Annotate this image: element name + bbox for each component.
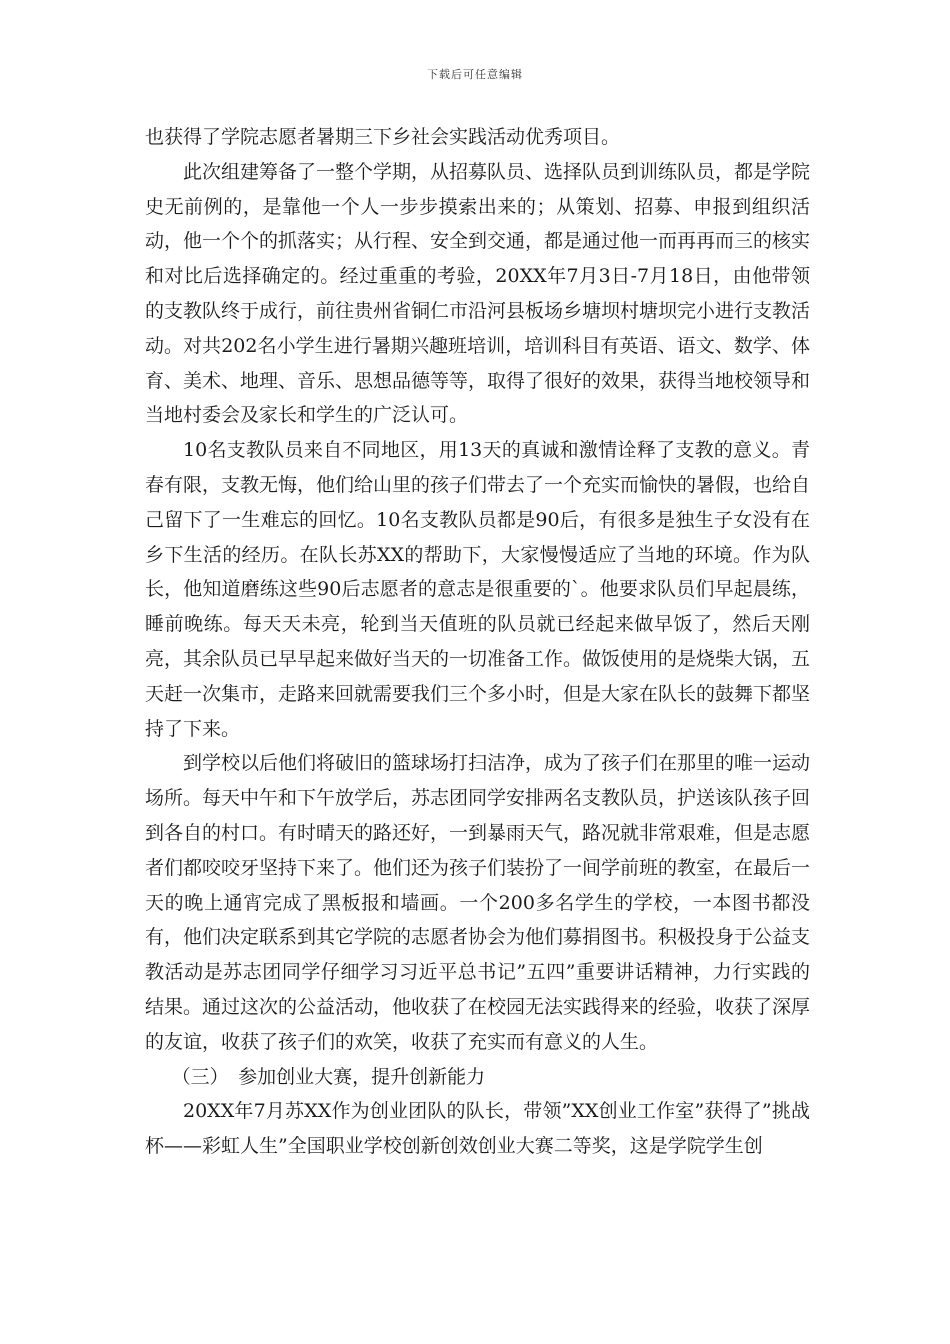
paragraph-school-activities: 到学校以后他们将破旧的篮球场打扫洁净，成为了孩子们在那里的唯一运动场所。每天中午和下午放学后，苏志团同学安排两名支教队员，护送该队孩子回到各自的村口。有时晴天的路还好，一到暴雨天气，路况就非常艰难，但是志愿者们都咬咬牙坚持下来了。他们还为孩子们装扮了一间学前班的教室，在最后一天的晚上通宵完成了黑板报和墙画。一个200多名学生的学校，一本图书都没有，他们决定联系到其它学院的志愿者协会为他们募捐图书。积极投身于公益支教活动是苏志团同学仔细学习习近平总书记”五四”重要讲话精神，力行实践的结果。通过这次的公益活动，他收获了在校园无法实践得来的经验，收获了深厚的友谊，收获了孩子们的欢笑，收获了充实而有意义的人生。 <box>145 752 811 1053</box>
paragraph-team-members: 10名支教队员来自不同地区，用13天的真诚和激情诠释了支教的意义。青春有限，支教无悔，他们给山里的孩子们带去了一个充实而愉快的暑假，也给自己留下了一生难忘的回忆。10名支教队员都是90后，有很多是独生子女没有在乡下生活的经历。在队长苏XX的帮助下，大家慢慢适应了当地的环境。作为队长，他知道磨练这些90后志愿者的意志是很重要的`。他要求队员们早起晨练，睡前晚练。每天天未亮，轮到当天值班的队员就已经起来做早饭了，然后天刚亮，其余队员已早早起来做好当天的一切准备工作。做饭使用的是烧柴大锅，五天赶一次集市，走路来回就需要我们三个多小时，但是大家在队长的鼓舞下都坚持了下来。 <box>145 439 811 740</box>
paragraph-team-preparation: 此次组建筹备了一整个学期，从招募队员、选择队员到训练队员，都是学院史无前例的，是靠他一个人一步步摸索出来的；从策划、招募、申报到组织活动，他一个个的抓落实；从行程、安全到交通，都是通过他一而再再而三的核实和对比后选择确定的。经过重重的考验，20XX年7月3日-7月18日，由他带领的支教队终于成行，前往贵州省铜仁市沿河县板场乡塘坝村塘坝完小进行支教活动。对共202名小学生进行暑期兴趣班培训，培训科目有英语、语文、数学、体育、美术、地理、音乐、思想品德等等，取得了很好的效果，获得当地校领导和当地村委会及家长和学生的广泛认可。 <box>145 160 811 427</box>
section-heading: （三） 参加创业大赛，提升创新能力 <box>171 1065 486 1088</box>
paragraph-competition: 20XX年7月苏XX作为创业团队的队长，带领”XX创业工作室”获得了”挑战杯——彩虹人生”全国职业学校创新创效创业大赛二等奖，这是学院学生创 <box>145 1100 810 1158</box>
paragraph-continuation: 也获得了学院志愿者暑期三下乡社会实践活动优秀项目。 <box>145 126 621 148</box>
document-body <box>145 120 810 1164</box>
page-header: 下载后可任意编辑 <box>427 68 523 81</box>
